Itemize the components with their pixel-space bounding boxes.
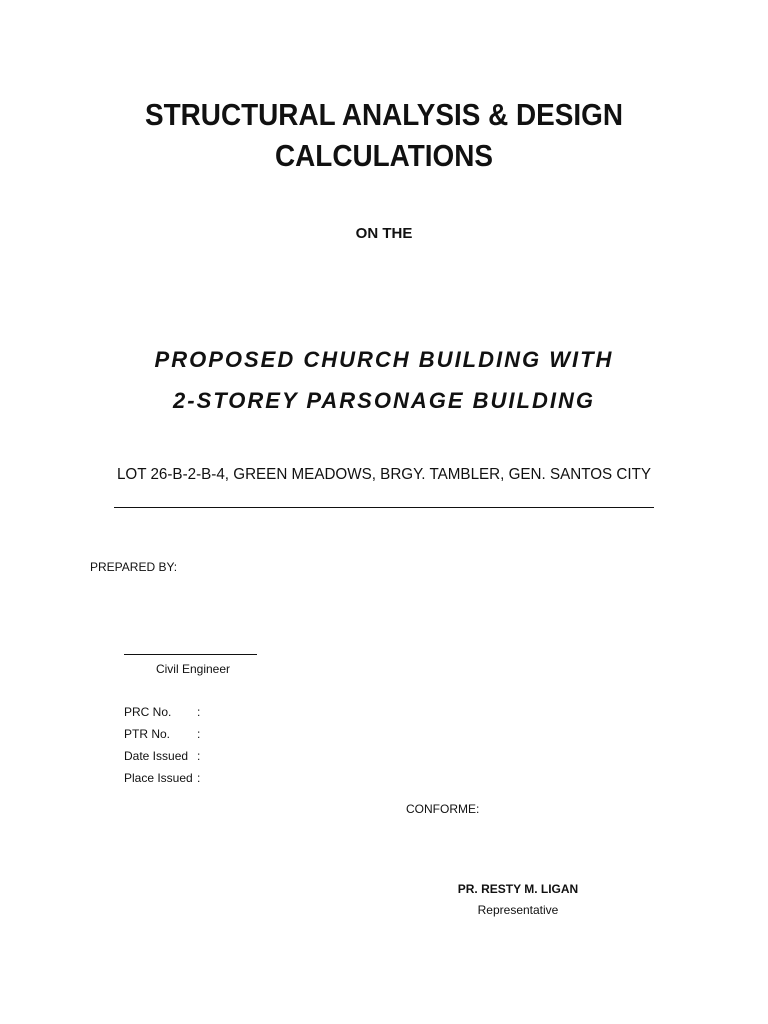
project-line-1: PROPOSED CHURCH BUILDING WITH [154,347,614,372]
project-line-2: 2-STOREY PARSONAGE BUILDING [173,388,595,413]
engineer-role: Civil Engineer [155,662,231,676]
title-line-2: CALCULATIONS [274,138,493,173]
credential-row-ptr [124,727,207,749]
credential-label: Place Issued [124,771,193,785]
credential-separator: : [197,771,201,785]
credential-separator: : [197,727,201,741]
subtitle: ON THE [355,225,413,242]
conforme-label: CONFORME: [406,802,480,816]
project-name [0,339,768,421]
credential-separator: : [197,705,201,719]
divider-line [114,507,654,508]
credential-label: PRC No. [124,705,172,719]
credential-separator: : [197,749,201,763]
credential-row-prc [124,705,207,727]
credential-label: Date Issued [124,749,189,763]
credential-row-place-issued [124,771,207,793]
representative-role: Representative [477,903,559,917]
representative-name: PR. RESTY M. LIGAN [457,882,579,896]
credential-label: PTR No. [124,727,171,741]
credential-row-date-issued [124,749,207,771]
document-title [38,94,729,176]
project-location: LOT 26-B-2-B-4, GREEN MEADOWS, BRGY. TAMBLER, GEN. SANTOS CITY [116,466,652,483]
prepared-by-label: PREPARED BY: [90,560,178,574]
credentials-list [124,705,207,793]
title-line-1: STRUCTURAL ANALYSIS & DESIGN [145,97,623,132]
engineer-signature-line [124,654,257,655]
